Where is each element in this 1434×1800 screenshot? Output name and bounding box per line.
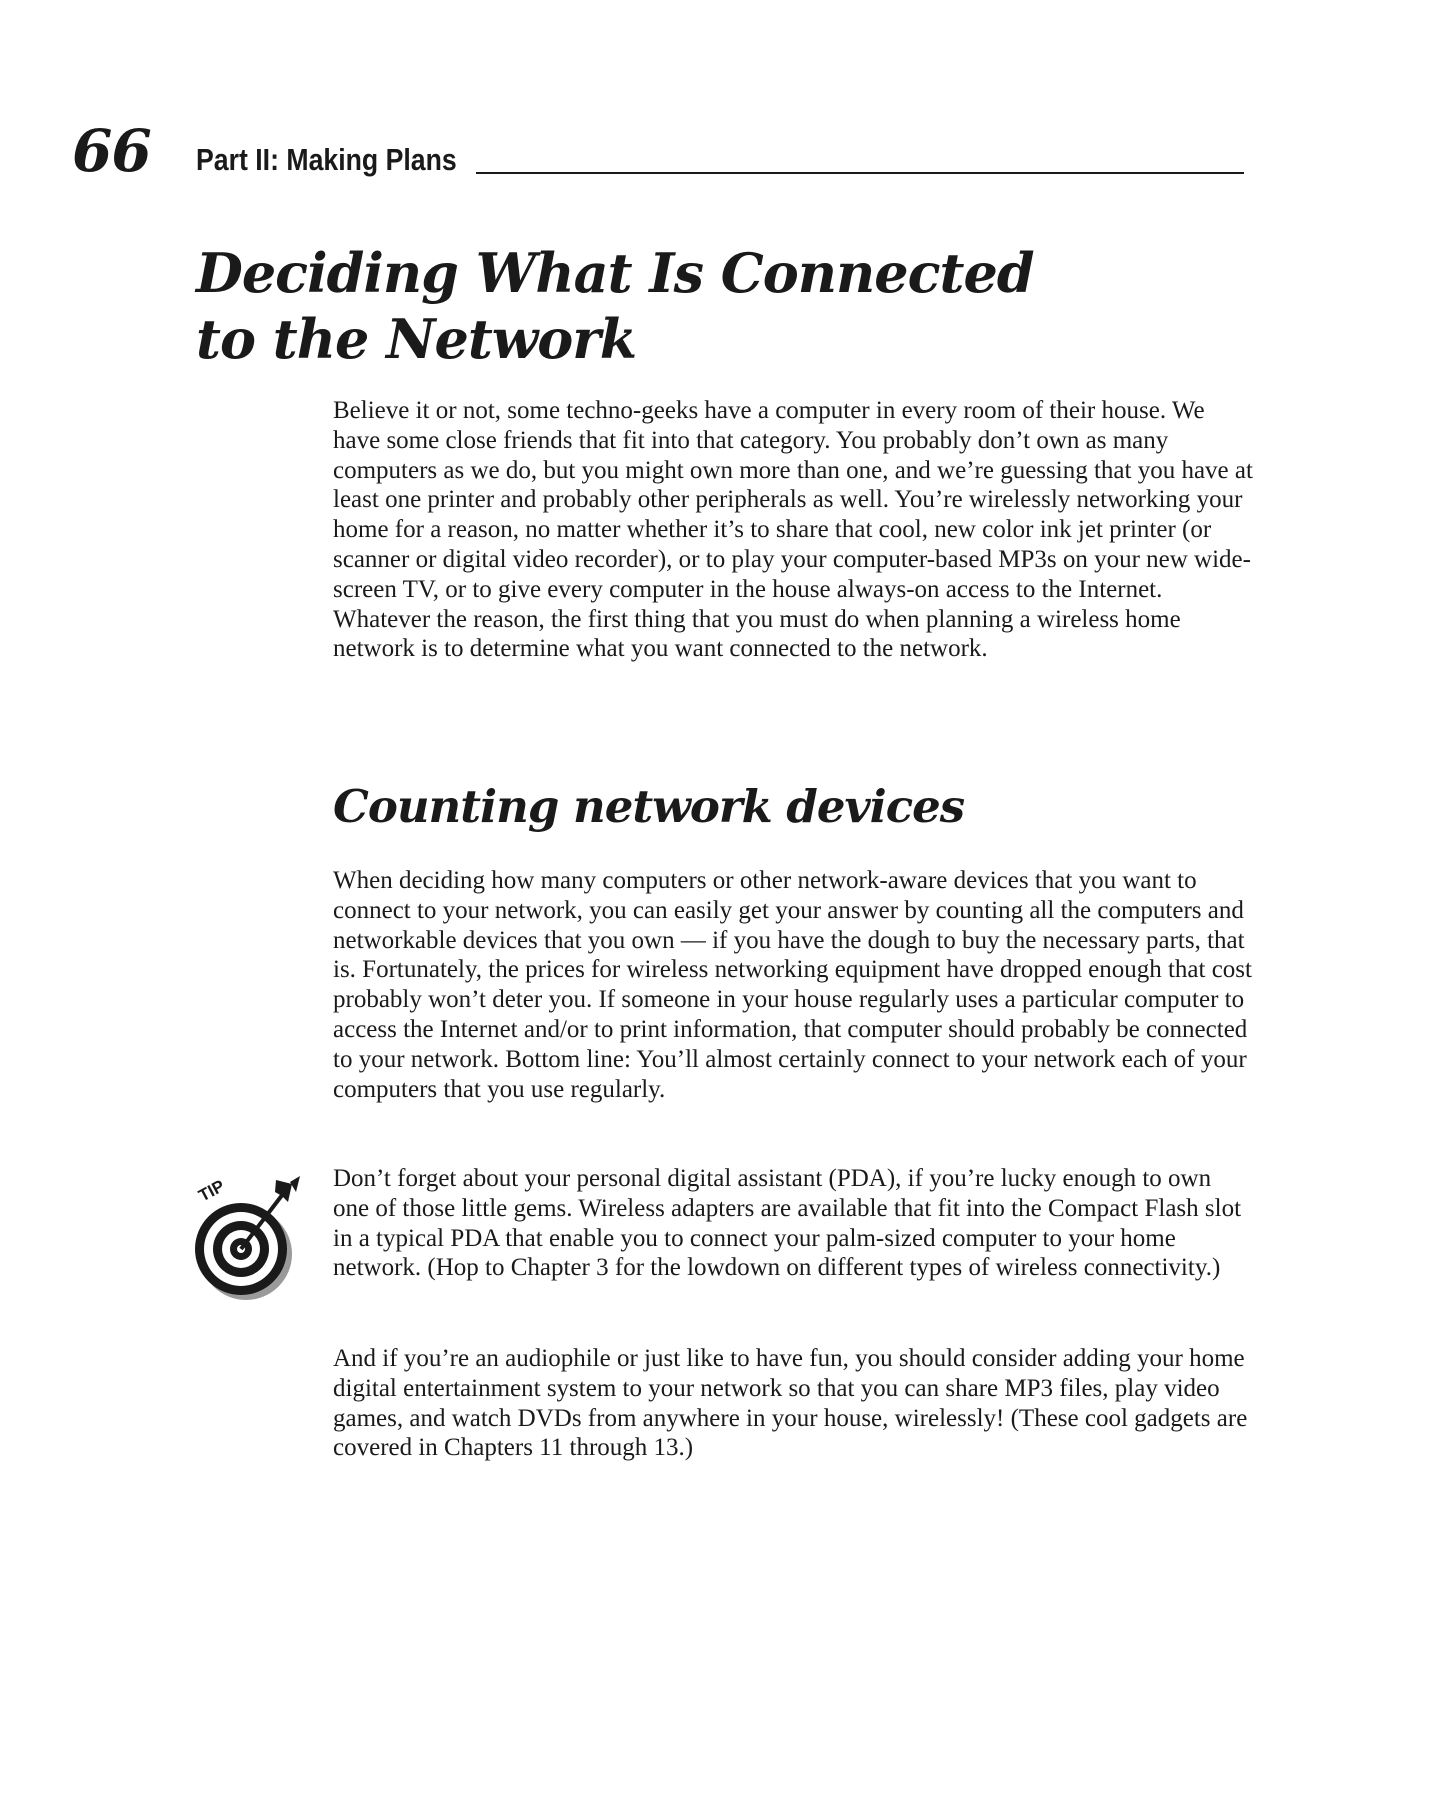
chapter-title-line-1: Deciding What Is Connected (196, 241, 1034, 305)
header-rule (476, 172, 1244, 174)
chapter-title (196, 240, 1034, 372)
section-paragraph-3: And if you’re an audiophile or just like to have fun, you should consider adding your home digital entertainment system to your network so that you can share MP3 files, play video games, and watch DVDs from anywhere in your house, wirelessly! (These cool gadgets are covered in Chapters 11 through 13.) (333, 1345, 1248, 1462)
intro-paragraph: Believe it or not, some techno-geeks have a computer in every room of their house. We have some close friends that fit into that category. You probably don’t own as many computers as we do, but you might own more than one, and we’re guessing that you have at least one printer and probably other peripherals as well. You’re wirelessly networking your home for a reason, no matter whether it’s to share that cool, new color ink jet printer (or scanner or digital video recorder), or to play your computer-based MP3s on your new wide-screen TV, or to give every computer in the house always-on access to the Internet. Whatever the reason, the first thing that you must do when planning a wireless home network is to determine what you want connected to the network. (333, 397, 1253, 663)
tip-target-icon (190, 1162, 305, 1302)
tip-label: TIP (195, 1176, 228, 1206)
page-number: 66 (72, 117, 151, 185)
running-head: Part II: Making Plans (196, 142, 457, 177)
section-title: Counting network devices (333, 780, 965, 833)
section-paragraph-1: When deciding how many computers or other network-aware devices that you want to connect to your network, you can easily get your answer by counting all the computers and networkable devices that you own — if you have the dough to buy the necessary parts, that is. Fortunately, the prices for wireless networking equipment have dropped enough that cost probably won’t deter you. If someone in your house regularly uses a particular computer to access the Internet and/or to print information, that computer should probably be connected to your network. Bottom line: You’ll almost certainly connect to your network each of your computers that you use regularly. (333, 867, 1252, 1103)
tip-paragraph: Don’t forget about your personal digital assistant (PDA), if you’re lucky enough to own one of those little gems. Wireless adapters are available that fit into the Compact Flash slot in a typical PDA that enable you to connect your palm-sized computer to your home network. (Hop to Chapter 3 for the lowdown on different types of wireless connectivity.) (333, 1165, 1242, 1282)
chapter-title-line-2: to the Network (196, 307, 637, 371)
